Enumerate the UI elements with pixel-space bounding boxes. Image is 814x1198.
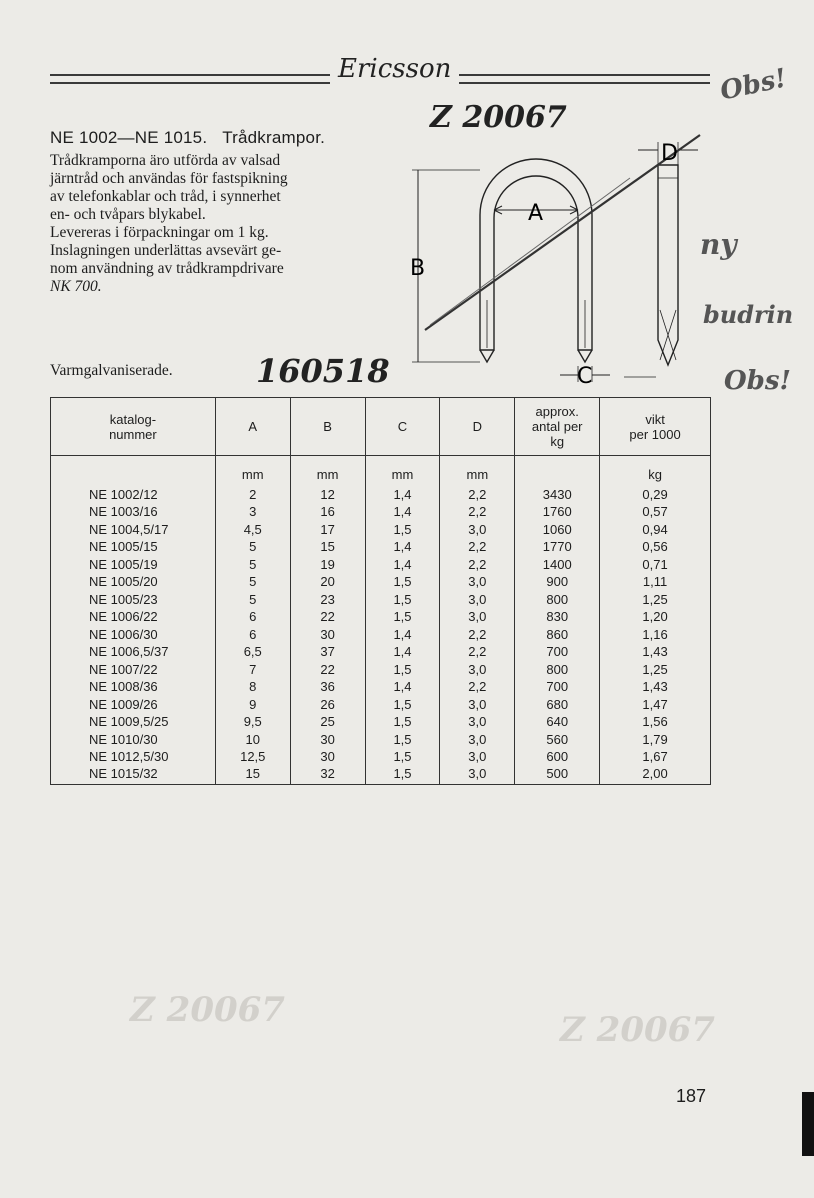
table-cell: 1,25 xyxy=(600,591,711,609)
table-cell: 1,5 xyxy=(365,713,440,731)
table-cell: NE 1006/22 xyxy=(51,608,216,626)
table-row xyxy=(51,643,711,661)
product-title: Trådkrampor. xyxy=(222,128,326,147)
table-cell: 900 xyxy=(515,573,600,591)
table-cell: NE 1009/26 xyxy=(51,696,216,714)
table-cell: 19 xyxy=(290,556,365,574)
table-cell: 1,16 xyxy=(600,626,711,644)
table-row xyxy=(51,608,711,626)
table-cell: 10 xyxy=(215,731,290,749)
table-cell: 15 xyxy=(215,766,290,785)
table-cell: NE 1012,5/30 xyxy=(51,748,216,766)
table-cell: 2,00 xyxy=(600,766,711,785)
table-cell: 5 xyxy=(215,591,290,609)
table-cell: 6 xyxy=(215,626,290,644)
table-cell: 3,0 xyxy=(440,766,515,785)
table-cell: 2,2 xyxy=(440,556,515,574)
table-cell: 3 xyxy=(215,503,290,521)
ghost-text: Z 20067 xyxy=(560,1010,715,1050)
table-cell: 1,4 xyxy=(365,626,440,644)
diagram-label-a: A xyxy=(528,201,544,226)
table-cell: 0,71 xyxy=(600,556,711,574)
table-cell: 1,56 xyxy=(600,713,711,731)
table-cell: 1,4 xyxy=(365,678,440,696)
table-cell: 22 xyxy=(290,608,365,626)
table-cell: NE 1008/36 xyxy=(51,678,216,696)
table-cell: 1,47 xyxy=(600,696,711,714)
table-cell: 25 xyxy=(290,713,365,731)
table-cell: 1,4 xyxy=(365,556,440,574)
unit-cell: mm xyxy=(215,456,290,486)
handwritten-ny-note: ny xyxy=(700,228,737,261)
handwritten-obs-note: Obs! xyxy=(717,63,790,107)
table-cell: 5 xyxy=(215,573,290,591)
page-number: 187 xyxy=(676,1086,707,1106)
table-cell: 1,5 xyxy=(365,696,440,714)
table-cell: 1,11 xyxy=(600,573,711,591)
table-cell: 1,5 xyxy=(365,766,440,785)
table-cell: 2,2 xyxy=(440,486,515,504)
column-header-weight: vikt per 1000 xyxy=(600,398,711,456)
table-cell: 3,0 xyxy=(440,573,515,591)
table-cell: 2,2 xyxy=(440,503,515,521)
table-cell: 3,0 xyxy=(440,748,515,766)
specification-table xyxy=(50,397,711,785)
table-cell: 6,5 xyxy=(215,643,290,661)
diagram-label-b: B xyxy=(410,256,426,281)
column-header-c: C xyxy=(365,398,440,456)
finish-label: Varmgalvaniserade. xyxy=(50,362,173,379)
table-cell: NE 1007/22 xyxy=(51,661,216,679)
table-cell: 1,5 xyxy=(365,608,440,626)
column-header-b: B xyxy=(290,398,365,456)
table-cell: 3430 xyxy=(515,486,600,504)
table-cell: 3,0 xyxy=(440,591,515,609)
table-row xyxy=(51,731,711,749)
table-cell: NE 1009,5/25 xyxy=(51,713,216,731)
table-cell: 680 xyxy=(515,696,600,714)
table-cell: 4,5 xyxy=(215,521,290,539)
table-row xyxy=(51,556,711,574)
table-row xyxy=(51,538,711,556)
handwritten-budrin-note: budrin xyxy=(703,300,794,329)
table-row xyxy=(51,713,711,731)
table-row xyxy=(51,503,711,521)
table-cell: NE 1006,5/37 xyxy=(51,643,216,661)
table-cell: 2,2 xyxy=(440,643,515,661)
table-cell: 5 xyxy=(215,538,290,556)
table-cell: 1,20 xyxy=(600,608,711,626)
description-line: Levereras i förpackningar om 1 kg. xyxy=(50,224,269,241)
table-cell: 30 xyxy=(290,731,365,749)
table-cell: NE 1004,5/17 xyxy=(51,521,216,539)
table-cell: 3,0 xyxy=(440,696,515,714)
table-row xyxy=(51,661,711,679)
table-cell: 1,4 xyxy=(365,486,440,504)
table-cell: 9 xyxy=(215,696,290,714)
table-cell: 15 xyxy=(290,538,365,556)
table-cell: NE 1010/30 xyxy=(51,731,216,749)
table-cell: 1,5 xyxy=(365,748,440,766)
table-cell: NE 1005/15 xyxy=(51,538,216,556)
table-cell: 1,79 xyxy=(600,731,711,749)
table-cell: 6 xyxy=(215,608,290,626)
page-edge-mark xyxy=(802,1092,814,1156)
column-header-catalog: katalog- nummer xyxy=(51,398,216,456)
unit-cell: mm xyxy=(440,456,515,486)
table-row xyxy=(51,486,711,504)
table-cell: 1,25 xyxy=(600,661,711,679)
table-cell: 8 xyxy=(215,678,290,696)
table-cell: 800 xyxy=(515,661,600,679)
staple-diagram xyxy=(380,120,720,390)
table-cell: 22 xyxy=(290,661,365,679)
table-cell: 600 xyxy=(515,748,600,766)
masthead-band xyxy=(50,54,710,90)
table-row xyxy=(51,678,711,696)
description-line: järntråd och användas för fastspikning xyxy=(50,170,288,187)
table-cell: 0,57 xyxy=(600,503,711,521)
table-cell: 1770 xyxy=(515,538,600,556)
table-cell: 3,0 xyxy=(440,713,515,731)
table-row xyxy=(51,748,711,766)
table-cell: 1,67 xyxy=(600,748,711,766)
table-cell: NE 1002/12 xyxy=(51,486,216,504)
unit-cell: mm xyxy=(290,456,365,486)
table-header-row xyxy=(51,398,711,456)
table-cell: 500 xyxy=(515,766,600,785)
table-cell: 700 xyxy=(515,643,600,661)
table-cell: 1,4 xyxy=(365,643,440,661)
table-cell: 1060 xyxy=(515,521,600,539)
table-cell: 640 xyxy=(515,713,600,731)
table-row xyxy=(51,591,711,609)
table-cell: 1,4 xyxy=(365,503,440,521)
table-cell: NE 1003/16 xyxy=(51,503,216,521)
handwritten-order-code: Z 20067 xyxy=(430,100,567,135)
table-cell: NE 1006/30 xyxy=(51,626,216,644)
table-cell: 1,43 xyxy=(600,643,711,661)
unit-cell: mm xyxy=(365,456,440,486)
ericsson-logo: Ericsson xyxy=(330,54,459,84)
section-heading xyxy=(50,128,325,148)
unit-cell xyxy=(51,456,216,486)
table-cell: 9,5 xyxy=(215,713,290,731)
table-cell: 2 xyxy=(215,486,290,504)
table-cell: 32 xyxy=(290,766,365,785)
table-cell: NE 1005/23 xyxy=(51,591,216,609)
table-cell: 830 xyxy=(515,608,600,626)
ghost-text: Z 20067 xyxy=(130,990,285,1030)
table-cell: 30 xyxy=(290,626,365,644)
table-cell: 36 xyxy=(290,678,365,696)
table-row xyxy=(51,521,711,539)
table-cell: 560 xyxy=(515,731,600,749)
table-cell: 23 xyxy=(290,591,365,609)
table-cell: 0,29 xyxy=(600,486,711,504)
unit-cell xyxy=(515,456,600,486)
table-cell: 3,0 xyxy=(440,521,515,539)
table-cell: 1,43 xyxy=(600,678,711,696)
table-row xyxy=(51,696,711,714)
description-line: av telefonkablar och tråd, i synnerhet xyxy=(50,188,281,205)
handwritten-obs-note: Obs! xyxy=(724,366,791,396)
table-cell: 0,56 xyxy=(600,538,711,556)
handwritten-number: 160518 xyxy=(256,352,390,390)
description-line: Inslagningen underlättas avsevärt ge- xyxy=(50,242,282,259)
table-cell: 860 xyxy=(515,626,600,644)
table-cell: 1760 xyxy=(515,503,600,521)
description-line: Trådkramporna äro utförda av valsad xyxy=(50,152,281,169)
table-cell: 7 xyxy=(215,661,290,679)
column-header-d: D xyxy=(440,398,515,456)
table-cell: 30 xyxy=(290,748,365,766)
table-cell: 1400 xyxy=(515,556,600,574)
product-code-range: NE 1002—NE 1015. xyxy=(50,128,208,147)
table-cell: 800 xyxy=(515,591,600,609)
table-cell: 0,94 xyxy=(600,521,711,539)
table-cell: 3,0 xyxy=(440,731,515,749)
driver-model: NK 700. xyxy=(50,278,102,295)
table-cell: 1,5 xyxy=(365,573,440,591)
table-cell: 2,2 xyxy=(440,538,515,556)
table-cell: 1,5 xyxy=(365,731,440,749)
table-cell: 1,5 xyxy=(365,591,440,609)
table-cell: 1,4 xyxy=(365,538,440,556)
table-cell: 20 xyxy=(290,573,365,591)
table-cell: 17 xyxy=(290,521,365,539)
table-cell: NE 1005/19 xyxy=(51,556,216,574)
table-cell: 26 xyxy=(290,696,365,714)
table-cell: NE 1015/32 xyxy=(51,766,216,785)
table-cell: NE 1005/20 xyxy=(51,573,216,591)
table-cell: 1,5 xyxy=(365,521,440,539)
table-cell: 1,5 xyxy=(365,661,440,679)
units-row xyxy=(51,456,711,486)
table-cell: 700 xyxy=(515,678,600,696)
column-header-quantity: approx. antal per kg xyxy=(515,398,600,456)
table-cell: 2,2 xyxy=(440,626,515,644)
table-cell: 16 xyxy=(290,503,365,521)
table-row xyxy=(51,766,711,785)
table-row xyxy=(51,573,711,591)
description-line: nom användning av trådkrampdrivare xyxy=(50,260,284,277)
diagram-label-d: D xyxy=(661,141,678,166)
table-cell: 3,0 xyxy=(440,608,515,626)
table-cell: 12 xyxy=(290,486,365,504)
column-header-a: A xyxy=(215,398,290,456)
table-cell: 5 xyxy=(215,556,290,574)
table-cell: 37 xyxy=(290,643,365,661)
table-cell: 12,5 xyxy=(215,748,290,766)
description-line: en- och tvåpars blykabel. xyxy=(50,206,206,223)
diagram-label-c: C xyxy=(577,364,593,389)
table-row xyxy=(51,626,711,644)
table-cell: 2,2 xyxy=(440,678,515,696)
table-cell: 3,0 xyxy=(440,661,515,679)
description-paragraph xyxy=(50,152,380,296)
unit-cell: kg xyxy=(600,456,711,486)
